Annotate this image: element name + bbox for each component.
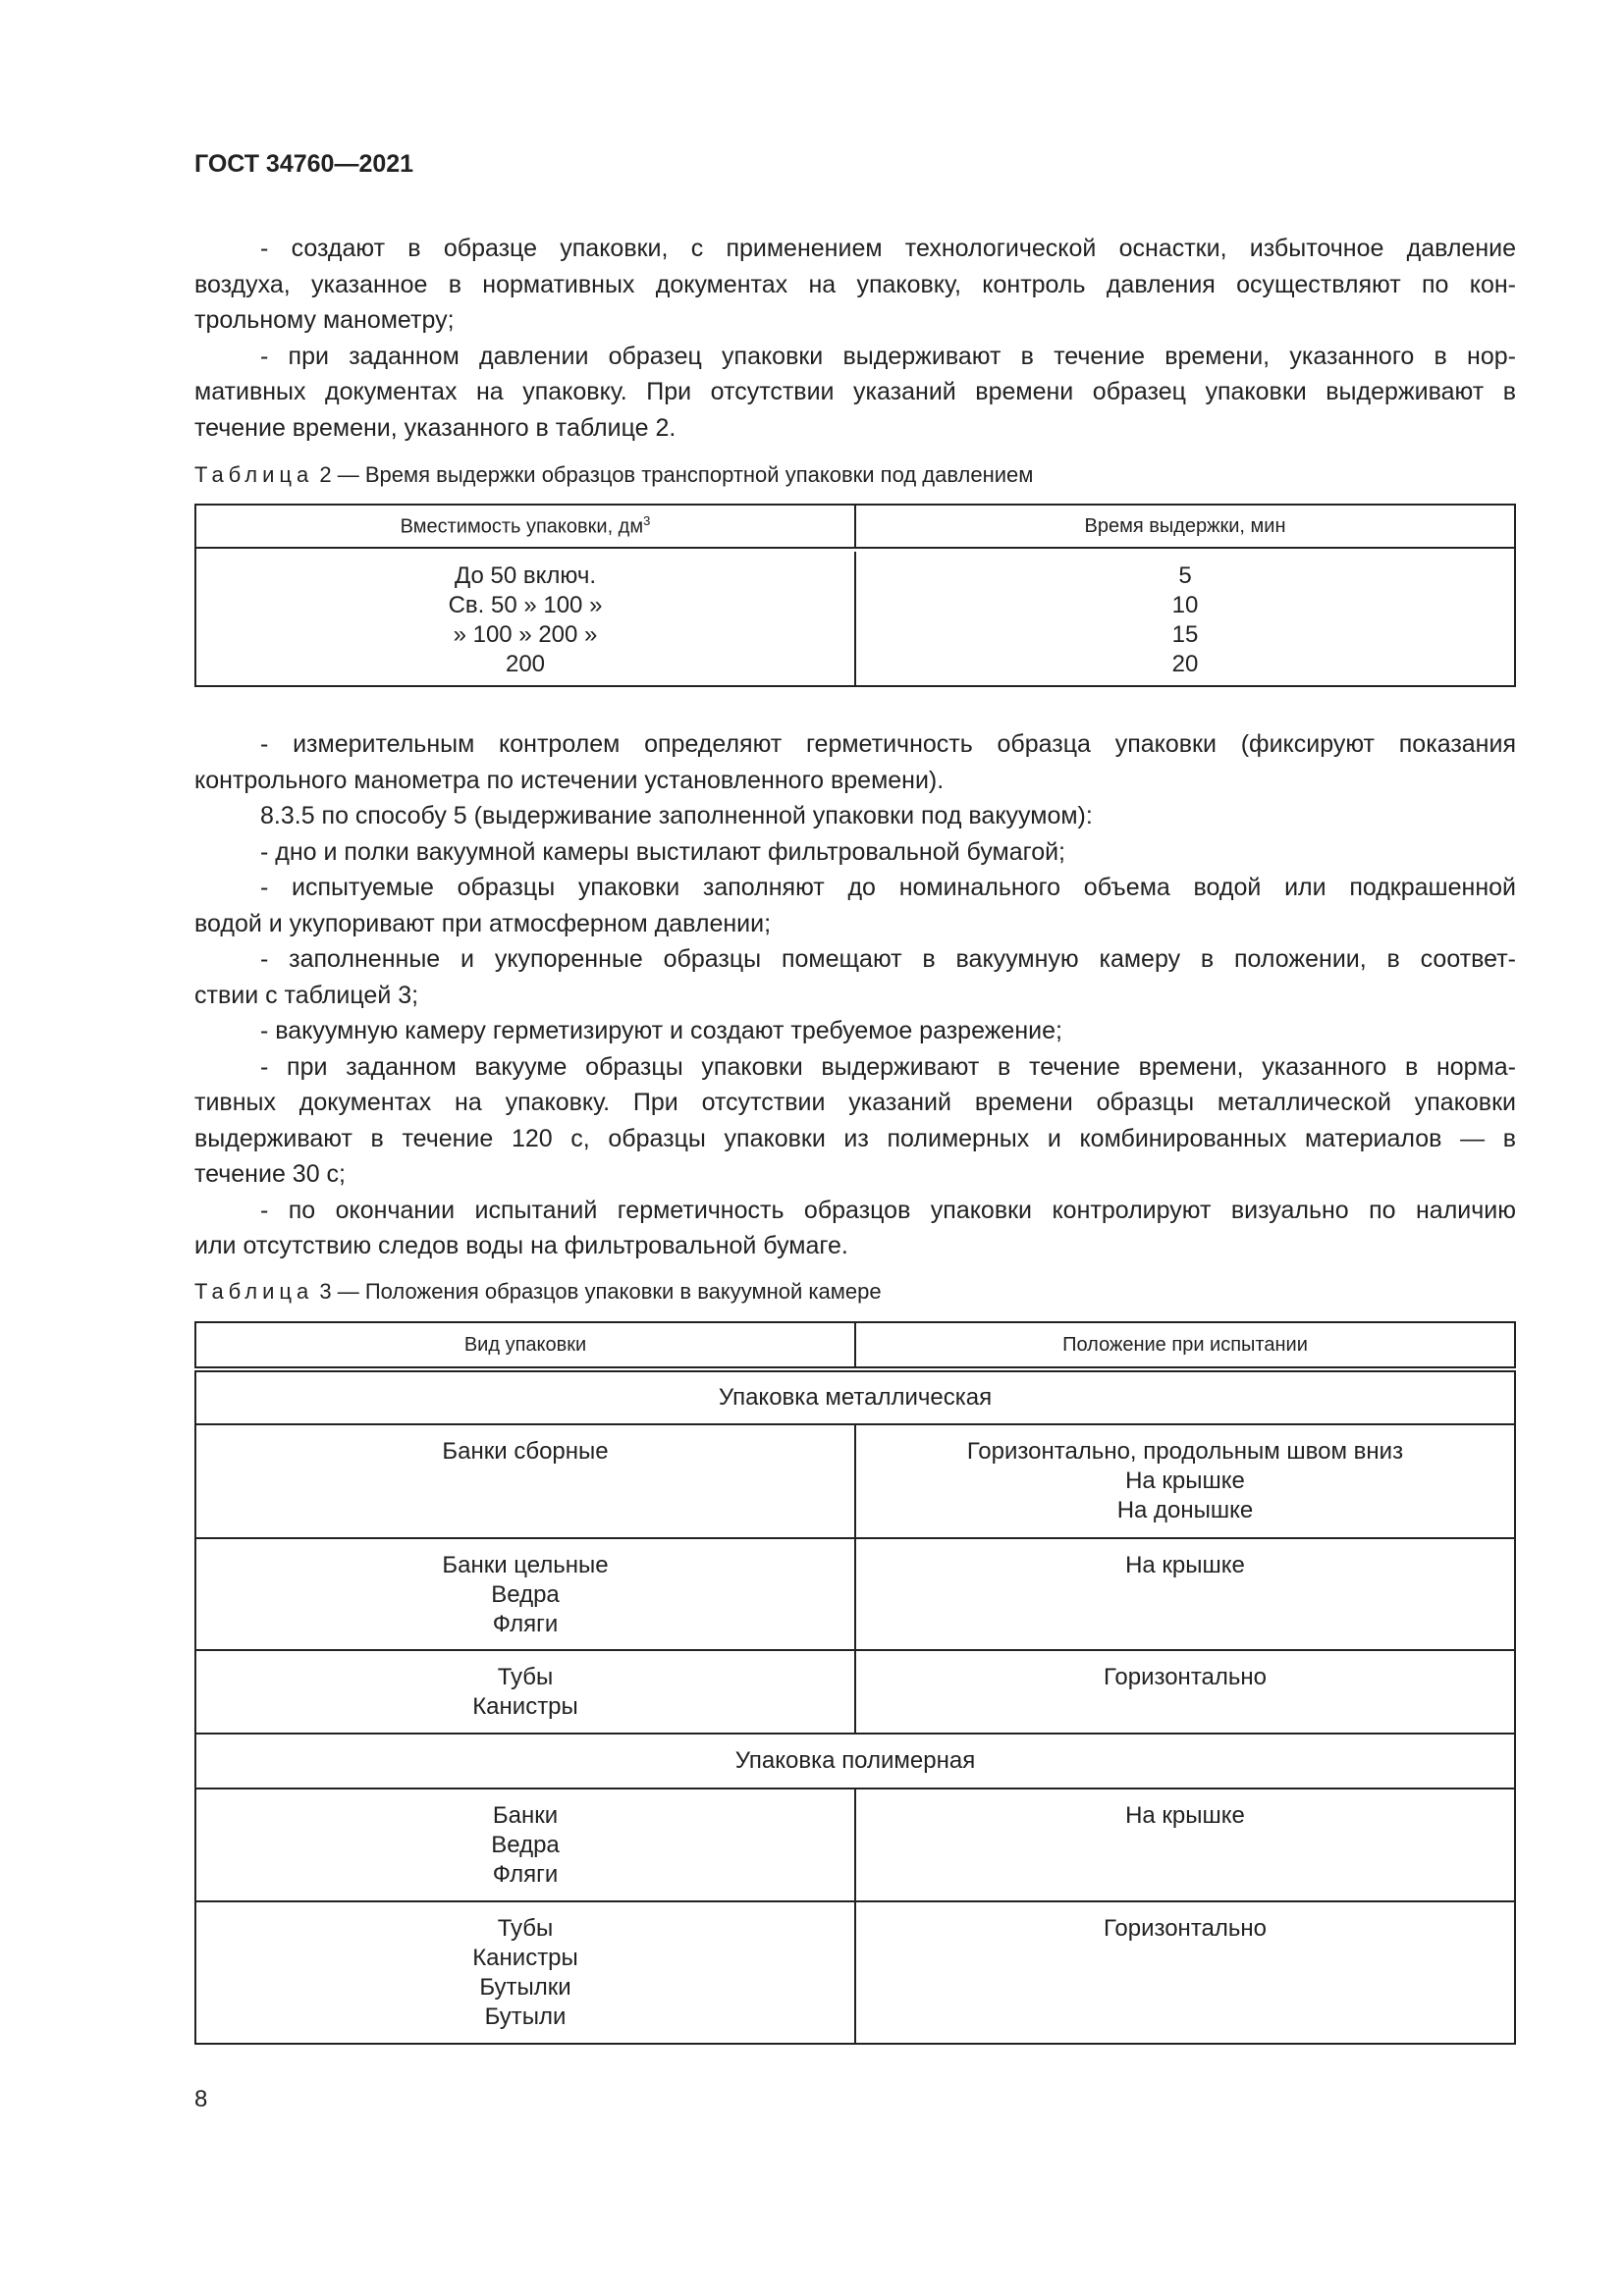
cell-position <box>855 1424 1515 1538</box>
paragraph-line: - по окончании испытаний герметичность образцов упаковки контролируют визуально по наличию <box>260 1196 1516 1224</box>
table-cell-line: Банки цельные <box>442 1552 609 1578</box>
table-2-header-time: Время выдержки, мин <box>855 505 1515 548</box>
page-number: 8 <box>194 2086 208 2112</box>
cell-kind <box>195 1538 855 1650</box>
table-cell-line: Канистры <box>472 1693 578 1720</box>
table-group-row <box>195 1369 1515 1424</box>
paragraph-line: воздуха, указанное в нормативных документах на упаковку, контроль давления осуществляют по кон- <box>194 270 1516 298</box>
text-block-2 <box>194 726 1516 1264</box>
header-text: Вместимость упаковки, дм <box>400 515 644 538</box>
table-cell-line: Ведра <box>491 1581 560 1608</box>
text-block-1 <box>194 231 1516 446</box>
table-2-caption <box>194 462 1033 488</box>
table-cell-line: 20 <box>1171 651 1199 677</box>
table-cell-line: 200 <box>505 651 546 677</box>
table-2 <box>194 504 1516 687</box>
cell-position <box>855 1901 1515 2044</box>
table-2-capacity-cell <box>195 552 855 686</box>
table-3-header-kind: Вид упаковки <box>195 1322 855 1369</box>
paragraph-line: трольному манометру; <box>194 306 455 334</box>
paragraph-line: мативных документах на упаковку. При отсутствии указаний времени образец упаковки выдерживают в <box>194 378 1516 405</box>
cell-kind <box>195 1901 855 2044</box>
paragraph-line: выдерживают в течение 120 с, образцы упаковки из полимерных и комбинированных материалов — в <box>194 1124 1516 1152</box>
paragraph-line: - вакуумную камеру герметизируют и создают требуемое разрежение; <box>260 1017 1062 1044</box>
paragraph-line: - измерительным контролем определяют герметичность образца упаковки (фиксируют показания <box>260 730 1516 758</box>
table-group-row <box>195 1734 1515 1789</box>
caption-label: Таблица <box>194 462 314 487</box>
table-2-header-capacity <box>195 505 855 548</box>
paragraph-line: - дно и полки вакуумной камеры выстилают фильтровальной бумагой; <box>260 837 1066 866</box>
paragraph-line: течение времени, указанного в таблице 2. <box>194 413 677 442</box>
table-row <box>195 1901 1515 2044</box>
caption-label: Таблица <box>194 1279 314 1304</box>
table-cell-line: Св. 50 » 100 » <box>448 592 603 618</box>
table-cell-line: Банки сборные <box>442 1438 609 1465</box>
table-3-header-position: Положение при испытании <box>855 1322 1515 1369</box>
table-cell-line: Канистры <box>472 1945 578 1971</box>
header-superscript: 3 <box>643 513 651 529</box>
cell-position <box>855 1650 1515 1734</box>
table-row <box>195 1650 1515 1734</box>
group-title: Упаковка металлическая <box>195 1369 1515 1424</box>
paragraph-line: контрольного манометра по истечении установленного времени). <box>194 766 945 794</box>
table-cell-line: Тубы <box>497 1915 554 1942</box>
paragraph-line: или отсутствию следов воды на фильтровальной бумаге. <box>194 1232 848 1259</box>
cell-position <box>855 1789 1515 1901</box>
table-cell-line: Горизонтально <box>1103 1915 1267 1942</box>
table-cell-line: Банки <box>492 1802 559 1829</box>
table-cell-line: Бутыли <box>484 2003 567 2030</box>
table-cell-line: Ведра <box>491 1832 560 1858</box>
paragraph-line: ствии с таблицей 3; <box>194 981 419 1009</box>
cell-kind <box>195 1650 855 1734</box>
paragraph-line: течение 30 с; <box>194 1160 346 1188</box>
table-cell-line: » 100 » 200 » <box>453 621 598 648</box>
table-cell-line: На крышке <box>1125 1552 1245 1578</box>
paragraph-line: тивных документах на упаковку. При отсутствии указаний времени образцы металлической упаковки <box>194 1089 1516 1116</box>
table-cell-line: Горизонтально <box>1103 1664 1267 1690</box>
table-cell-line: Фляги <box>492 1861 559 1888</box>
table-2-time-cell <box>855 552 1515 686</box>
table-cell-line: 15 <box>1171 621 1199 648</box>
table-cell-line: 10 <box>1171 592 1199 618</box>
table-3 <box>194 1321 1516 2045</box>
table-cell-line: Тубы <box>497 1664 554 1690</box>
paragraph-line: - заполненные и укупоренные образцы помещают в вакуумную камеру в положении, в соответ- <box>260 945 1516 973</box>
document-header: ГОСТ 34760—2021 <box>194 150 414 178</box>
table-3-caption <box>194 1279 882 1305</box>
table-row <box>195 1789 1515 1901</box>
table-row <box>195 1538 1515 1650</box>
caption-text: 3 — Положения образцов упаковки в вакуумной камере <box>319 1279 882 1304</box>
cell-kind <box>195 1789 855 1901</box>
table-cell-line: Фляги <box>492 1611 559 1637</box>
table-cell-line: На крышке <box>1125 1802 1245 1829</box>
cell-position <box>855 1538 1515 1650</box>
table-cell-line: До 50 включ. <box>454 562 597 589</box>
table-cell-line: Горизонтально, продольным швом вниз <box>966 1438 1404 1465</box>
caption-text: 2 — Время выдержки образцов транспортной упаковки под давлением <box>319 462 1034 487</box>
paragraph-line: 8.3.5 по способу 5 (выдерживание заполненной упаковки под вакуумом): <box>260 802 1093 829</box>
paragraph-line: водой и укупоривают при атмосферном давлении; <box>194 909 772 937</box>
table-cell-line: На донышке <box>1116 1497 1254 1523</box>
paragraph-line: - при заданном вакууме образцы упаковки выдерживают в течение времени, указанного в норма- <box>260 1052 1516 1081</box>
paragraph-line: - испытуемые образцы упаковки заполняют до номинального объема водой или подкрашенной <box>260 874 1516 901</box>
table-cell-line: 5 <box>1178 562 1192 589</box>
table-cell-line: На крышке <box>1125 1468 1245 1494</box>
paragraph-line: - при заданном давлении образец упаковки выдерживают в течение времени, указанного в нор- <box>260 342 1516 370</box>
group-title: Упаковка полимерная <box>195 1734 1515 1789</box>
table-row <box>195 1424 1515 1538</box>
paragraph-line: - создают в образце упаковки, с применением технологической оснастки, избыточное давление <box>260 235 1516 262</box>
cell-kind <box>195 1424 855 1538</box>
table-cell-line: Бутылки <box>479 1974 571 2001</box>
